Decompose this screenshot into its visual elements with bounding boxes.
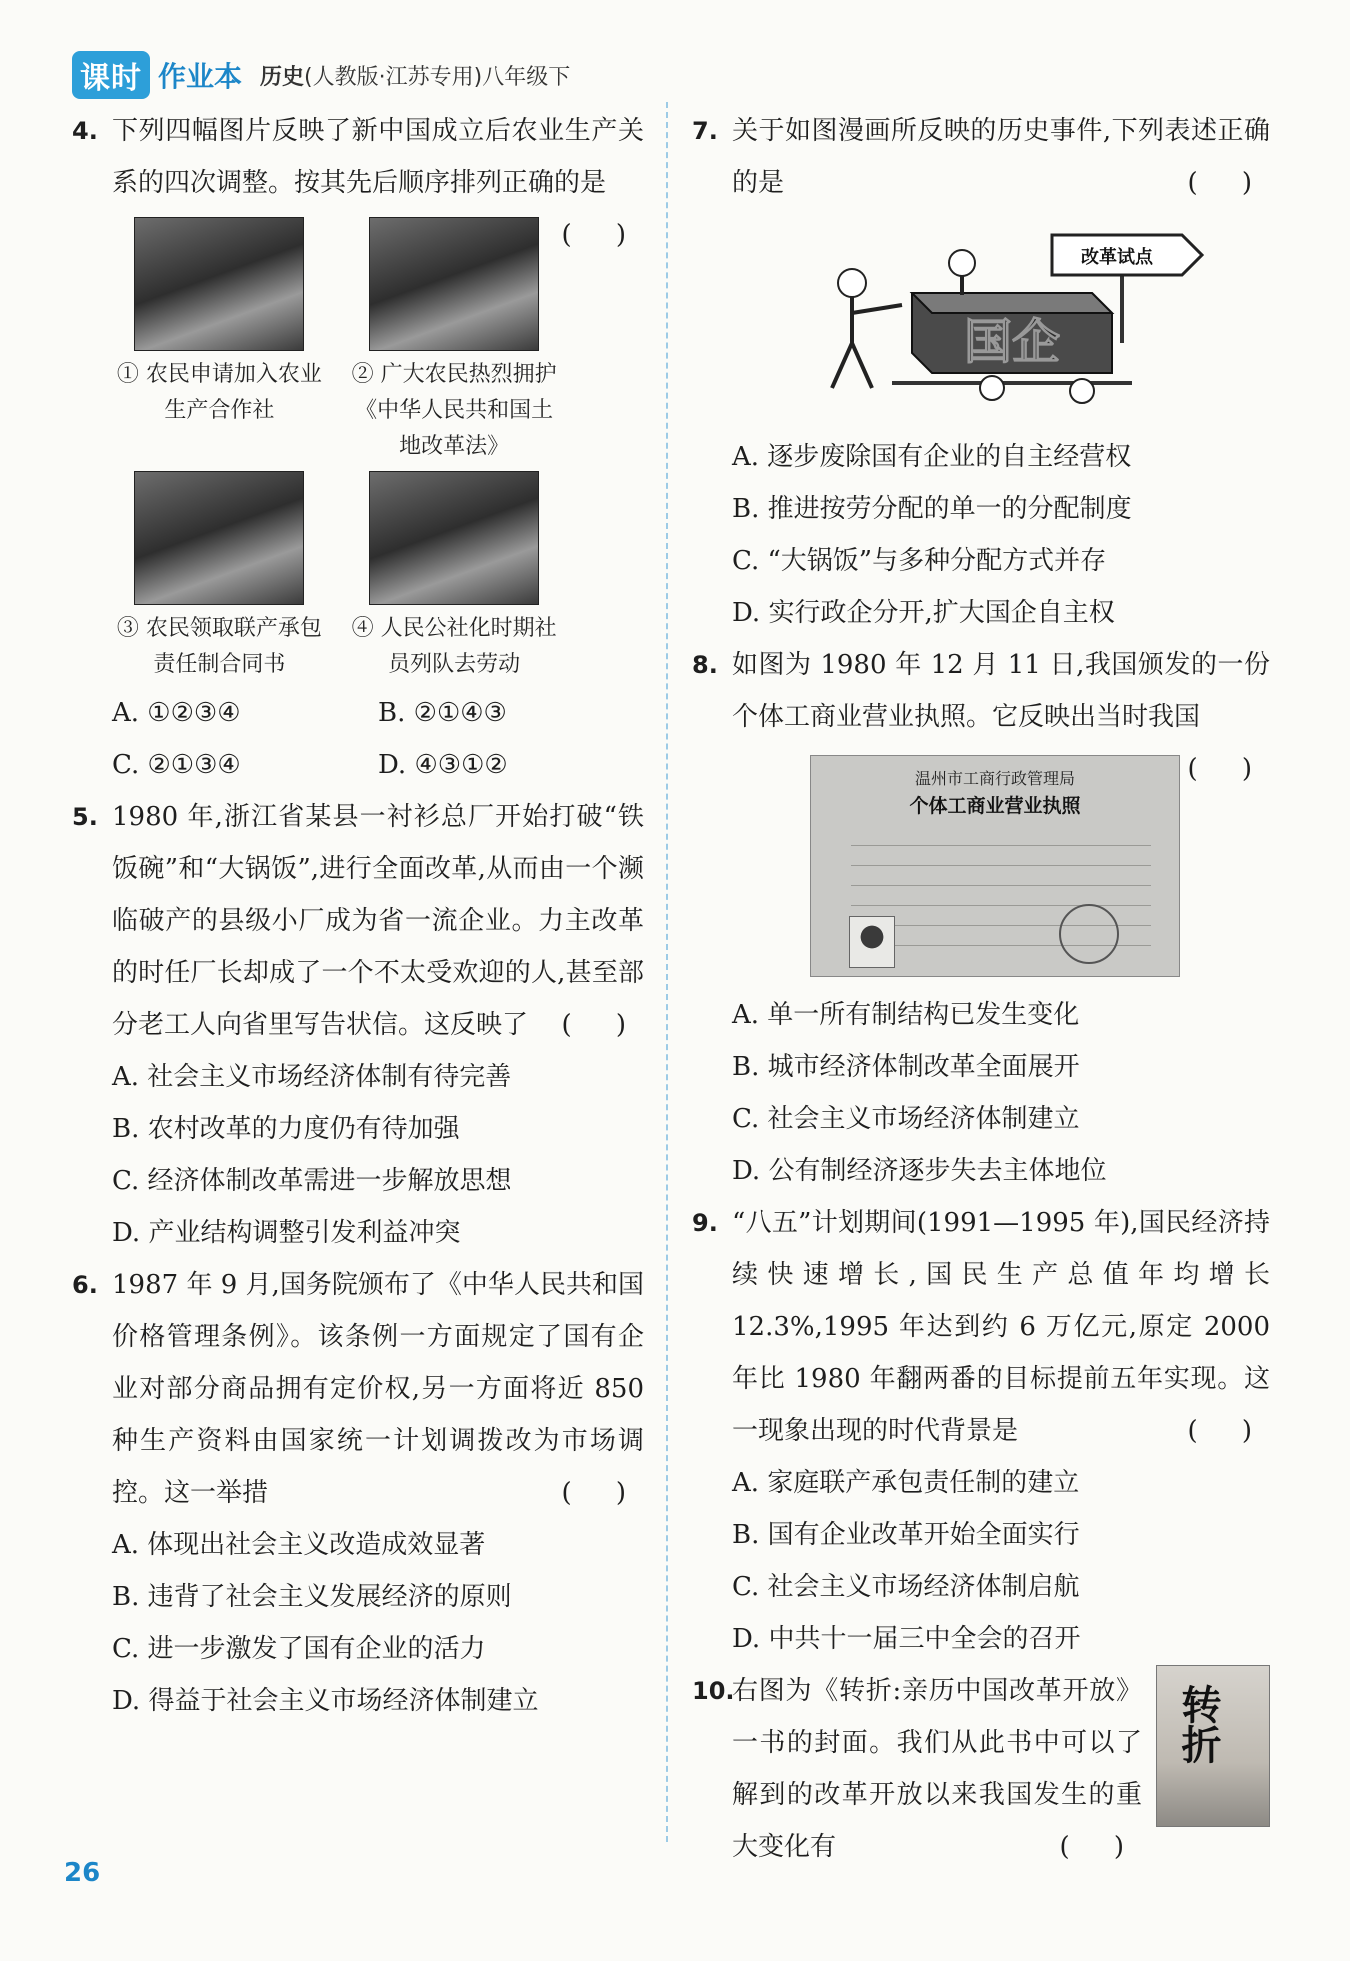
option-d[interactable]: D. 中共十一届三中全会的召开 — [732, 1624, 1081, 1654]
option-c[interactable]: C. “大锅饭”与多种分配方式并存 — [732, 546, 1107, 576]
option-c[interactable]: C. 社会主义市场经济体制启航 — [732, 1572, 1080, 1602]
question-6 — [72, 1259, 644, 1519]
answer-paren[interactable]: ( ) — [1059, 1832, 1142, 1862]
photo-caption: ④ 人民公社化时期社员列队去劳动 — [351, 616, 557, 677]
answer-paren[interactable]: ( ) — [561, 220, 644, 250]
photo-1 — [112, 217, 327, 465]
photo-grid — [72, 217, 561, 683]
comic-block-text: 国企 — [963, 314, 1061, 370]
option-d[interactable]: D. 实行政企分开,扩大国企自主权 — [732, 598, 1115, 628]
option-d[interactable]: D. 产业结构调整引发利益冲突 — [112, 1218, 461, 1248]
question-number: 9. — [692, 1209, 718, 1237]
photo-4 — [347, 471, 562, 683]
page-header — [72, 50, 570, 100]
question-text: 1980 年,浙江省某县一衬衫总厂开始打破“铁饭碗”和“大锅饭”,进行全面改革,从而由一个濒临破产的县级小厂成为省一流企业。力主改革的时任厂长却成了一个不太受欢迎的人,甚至部分老工人向省里写告状信。这反映了 ( ) — [72, 791, 644, 1051]
option-a[interactable]: A. 单一所有制结构已发生变化 — [732, 1000, 1080, 1030]
option-row — [72, 739, 644, 791]
question-text: 下列四幅图片反映了新中国成立后农业生产关系的四次调整。按其先后顺序排列正确的是 ( ) — [72, 105, 644, 209]
option-c[interactable]: C. 社会主义市场经济体制建立 — [732, 1104, 1080, 1134]
page-number: 26 — [64, 1858, 101, 1888]
question-number: 4. — [72, 117, 98, 145]
photo-3 — [112, 471, 327, 683]
option-c[interactable]: C. ②①③④ — [112, 750, 241, 780]
question-10 — [692, 1665, 1270, 1873]
option-a[interactable]: A. 社会主义市场经济体制有待完善 — [112, 1062, 512, 1092]
option-b[interactable]: B. ②①④③ — [378, 698, 507, 728]
logo-text: 作业本 — [158, 60, 243, 93]
photo-image — [369, 217, 539, 351]
question-text: “八五”计划期间(1991—1995 年),国民经济持续快速增长,国民生产总值年均增长 12.3%,1995 年达到约 6 万亿元,原定 2000 年比 1980 年翻两番的目标提前五年实现。这一现象出现的时代背景是 ( ) — [692, 1197, 1270, 1457]
option-d[interactable]: D. 公有制经济逐步失去主体地位 — [732, 1156, 1107, 1186]
question-9 — [692, 1197, 1270, 1457]
option-d[interactable]: D. ④③①② — [378, 750, 508, 780]
question-text: 如图为 1980 年 12 月 11 日,我国颁发的一份个体工商业营业执照。它反映出当时我国 ( ) — [692, 639, 1270, 743]
photo-image — [134, 217, 304, 351]
question-text: 右图为《转折:亲历中国改革开放》一书的封面。我们从此书中可以了解到的改革开放以来我国发生的重大变化有 ( ) — [692, 1665, 1270, 1873]
option-a[interactable]: A. 家庭联产承包责任制的建立 — [732, 1468, 1080, 1498]
option-a[interactable]: A. 体现出社会主义改造成效显著 — [112, 1530, 486, 1560]
option-b[interactable]: B. 城市经济体制改革全面展开 — [732, 1052, 1080, 1082]
question-4 — [72, 105, 644, 250]
logo-badge: 课时 — [72, 51, 150, 99]
license-org: 温州市工商行政管理局 — [914, 769, 1075, 788]
option-d[interactable]: D. 得益于社会主义市场经济体制建立 — [112, 1686, 539, 1716]
column-divider — [666, 102, 668, 1842]
option-row — [72, 687, 644, 739]
option-b[interactable]: B. 农村改革的力度仍有待加强 — [112, 1114, 460, 1144]
question-number: 10. — [692, 1677, 735, 1705]
left-column — [72, 105, 644, 1727]
header-subject: 历史 — [260, 64, 305, 90]
comic-sign-text: 改革试点 — [1081, 247, 1153, 268]
photo-2 — [347, 217, 562, 465]
question-text: 1987 年 9 月,国务院颁布了《中华人民共和国价格管理条例》。该条例一方面规定了国有企业对部分商品拥有定价权,另一方面将近 850 种生产资料由国家统一计划调拨改为市场调控。这一举措 ( ) — [72, 1259, 644, 1519]
question-text: 关于如图漫画所反映的历史事件,下列表述正确的是 ( ) — [692, 105, 1270, 209]
question-number: 5. — [72, 803, 98, 831]
license-title: 个体工商业营业执照 — [909, 795, 1081, 817]
book-cover-image — [1156, 1665, 1270, 1827]
option-b[interactable]: B. 推进按劳分配的单一的分配制度 — [732, 494, 1132, 524]
photo-caption: ③ 农民领取联产承包责任制合同书 — [116, 616, 322, 677]
option-a[interactable]: A. ①②③④ — [112, 698, 241, 728]
question-number: 6. — [72, 1271, 98, 1299]
photo-image — [134, 471, 304, 605]
question-7 — [692, 105, 1270, 209]
option-c[interactable]: C. 进一步激发了国有企业的活力 — [112, 1634, 486, 1664]
photo-caption: ① 农民申请加入农业生产合作社 — [116, 362, 322, 423]
license-portrait — [849, 916, 895, 968]
option-b[interactable]: B. 违背了社会主义发展经济的原则 — [112, 1582, 512, 1612]
question-5 — [72, 791, 644, 1051]
photo-image — [369, 471, 539, 605]
header-edition: (人教版·江苏专用)八年级下 — [304, 64, 571, 90]
option-c[interactable]: C. 经济体制改革需进一步解放思想 — [112, 1166, 512, 1196]
answer-paren[interactable]: ( ) — [1187, 1416, 1270, 1446]
reform-comic-illustration — [792, 223, 1232, 413]
question-number: 8. — [692, 651, 718, 679]
answer-paren[interactable]: ( ) — [561, 1478, 644, 1508]
answer-paren[interactable]: ( ) — [561, 1010, 644, 1040]
book-cover-title: 转折 — [1175, 1684, 1222, 1764]
right-column — [692, 105, 1270, 1873]
answer-paren[interactable]: ( ) — [1187, 168, 1270, 198]
question-number: 7. — [692, 117, 718, 145]
photo-caption: ② 广大农民热烈拥护《中华人民共和国土地改革法》 — [351, 362, 557, 459]
option-a[interactable]: A. 逐步废除国有企业的自主经营权 — [732, 442, 1132, 472]
answer-paren[interactable]: ( ) — [1187, 754, 1270, 784]
option-b[interactable]: B. 国有企业改革开始全面实行 — [732, 1520, 1080, 1550]
license-stamp — [1059, 904, 1119, 964]
business-license-image — [810, 755, 1180, 977]
